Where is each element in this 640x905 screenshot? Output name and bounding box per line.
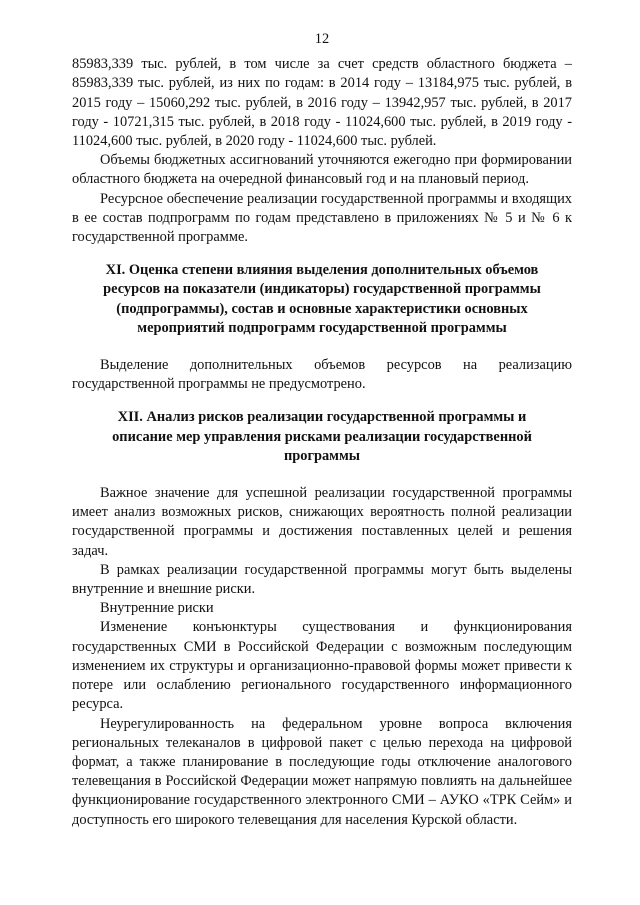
section-12-heading: XII. Анализ рисков реализации государственной программы и описание мер управления рисками реализации государственной программы [112, 409, 532, 464]
paragraph-federal-regulation: Неурегулированность на федеральном уровне вопроса включения региональных телеканалов в цифровой пакет с целью перехода на цифровой формат, а также планирование в последующие годы отключение аналогового телевещания в Российской Федерации может напрямую повлиять на дальнейшее функционирование государственного электронного СМИ – АУКО «ТРК Сейм» и доступность его широкого телевещания для населения Курской области. [72, 715, 572, 828]
section-11-heading: XI. Оценка степени влияния выделения дополнительных объемов ресурсов на показатели (индикаторы) государственной программы (подпрограммы), состав и основные характеристики основных мероприятий подпрограмм государственной программы [103, 262, 541, 336]
section-11-text: Выделение дополнительных объемов ресурсов на реализацию государственной программы не предусмотрено. [72, 357, 572, 393]
page-number: 12 [314, 31, 330, 47]
paragraph-risk-analysis: Важное значение для успешной реализации государственной программы имеет анализ возможных рисков, снижающих вероятность полной реализации государственной программы и достижения поставленных целей и решения задач. [72, 485, 572, 559]
paragraph-risk-types: В рамках реализации государственной программы могут быть выделены внутренние и внешние риски. [72, 561, 572, 598]
paragraph-budget-allocations: Объемы бюджетных ассигнований уточняются ежегодно при формировании областного бюджета на очередной финансовый год и на плановый период. [72, 152, 572, 188]
paragraph-resource-provision: Ресурсное обеспечение реализации государственной программы и входящих в ее состав подпрограмм по годам представлено в приложениях № 5 и № 6 к государственной программе. [72, 190, 572, 246]
document-page [72, 30, 572, 830]
paragraph-market-changes: Изменение конъюнктуры существования и функционирования государственных СМИ в Российской Федерации с возможным последующим изменением их структуры и организационно-правовой формы может привести к потере или ослаблению регионального государственного информационного ресурса. [72, 619, 572, 713]
subheading-internal-risks: Внутренние риски [100, 600, 214, 617]
paragraph-funding-amounts: 85983,339 тыс. рублей, в том числе за счет средств областного бюджета – 85983,339 тыс. рублей, из них по годам: в 2014 году – 13184,975 тыс. рублей, в 2015 году – 15060,292 тыс. рублей, в 2016 году – 13942,957 тыс. рублей, в 2017 году - 10721,315 тыс. рублей, в 2018 году - 11024,600 тыс. рублей, в 2019 году - 11024,600 тыс. рублей, в 2020 году - 11024,600 тыс. рублей. [72, 56, 572, 150]
